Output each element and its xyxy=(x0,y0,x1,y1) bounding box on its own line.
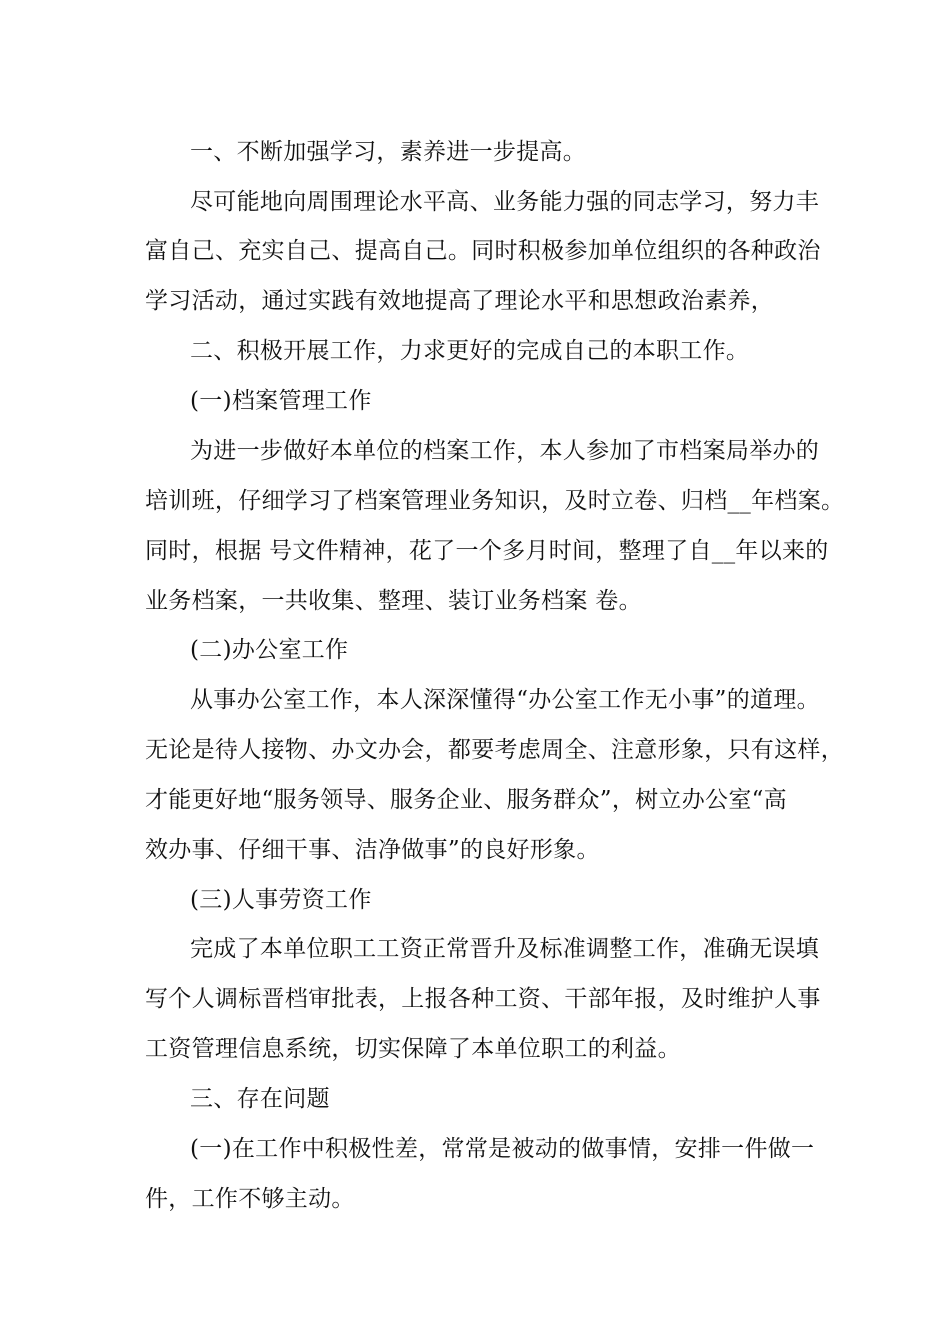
section-heading-3: 三、存在问题 xyxy=(190,1086,330,1112)
paragraph-line: 工资管理信息系统，切实保障了本单位职工的利益。 xyxy=(145,1036,681,1062)
section-heading-1: 一、不断加强学习，素养进一步提高。 xyxy=(190,139,587,165)
paragraph-line: 富自己、充实自己、提高自己。同时积极参加单位组织的各种政治 xyxy=(145,238,821,264)
paragraph-line: 为进一步做好本单位的档案工作，本人参加了市档案局举办的 xyxy=(190,438,820,464)
paragraph-line: 才能更好地“服务领导、服务企业、服务群众”，树立办公室“高 xyxy=(145,787,787,813)
paragraph-line: 从事办公室工作，本人深深懂得“办公室工作无小事”的道理。 xyxy=(190,687,820,713)
paragraph-line: 完成了本单位职工工资正常晋升及标准调整工作，准确无误填 xyxy=(190,936,820,962)
paragraph-line: 学习活动，通过实践有效地提高了理论水平和思想政治素养， xyxy=(145,288,775,314)
paragraph-line: 件，工作不够主动。 xyxy=(145,1186,355,1212)
paragraph-line: 写个人调标晋档审批表，上报各种工资、干部年报，及时维护人事 xyxy=(145,986,821,1012)
subsection-heading: (一)档案管理工作 xyxy=(190,388,372,414)
paragraph-line: 培训班，仔细学习了档案管理业务知识，及时立卷、归档__年档案。 xyxy=(145,488,845,514)
section-heading-2: 二、积极开展工作，力求更好的完成自己的本职工作。 xyxy=(190,338,750,364)
subsection-heading: (二)办公室工作 xyxy=(190,637,349,663)
subsection-paragraph-line: (一)在工作中积极性差，常常是被动的做事情，安排一件做一 xyxy=(190,1136,815,1162)
paragraph-line: 无论是待人接物、办文办会，都要考虑周全、注意形象，只有这样， xyxy=(145,737,844,763)
paragraph-line: 效办事、仔细干事、洁净做事”的良好形象。 xyxy=(145,837,600,863)
paragraph-line: 尽可能地向周围理论水平高、业务能力强的同志学习，努力丰 xyxy=(190,189,820,215)
paragraph-line: 同时，根据 号文件精神，花了一个多月时间，整理了自__年以来的 xyxy=(145,538,829,564)
subsection-heading: (三)人事劳资工作 xyxy=(190,887,372,913)
paragraph-line: 业务档案，一共收集、整理、装订业务档案 卷。 xyxy=(145,588,642,614)
